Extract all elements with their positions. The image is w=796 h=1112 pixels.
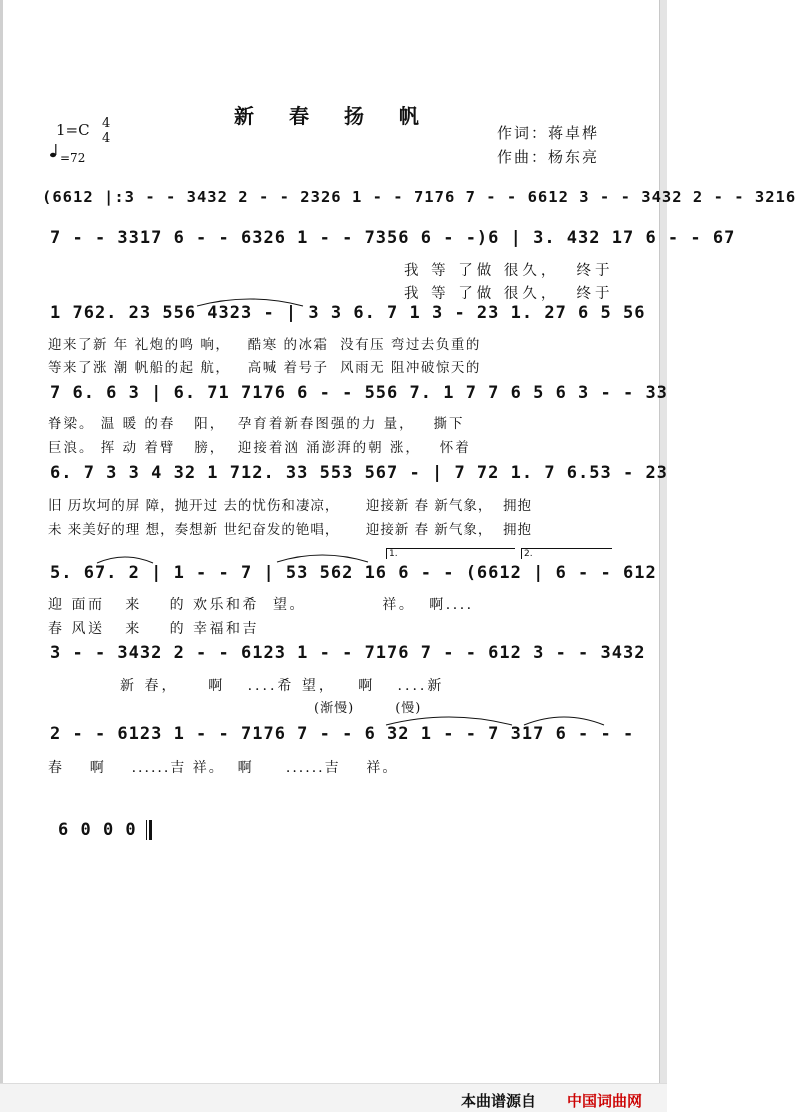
lyric-line-1b: 我 等 了做 很久， 终于 [404,286,614,302]
lyric-line-2a: 迎来了新 年 礼炮的鸣 响， 酷寒 的冰霜 没有压 弯过去负重的 [48,337,481,353]
final-barline [146,820,152,840]
notation-line-5: 6. 7 3 3 4 32 1 712. 33 553 567 - | 7 72 1. 7 6.53 - 23 [50,463,668,483]
slur-tie [195,296,305,308]
time-signature-bottom: 4 [102,131,111,146]
song-title: 新 春 扬 帆 [234,104,433,128]
notation-line-7: 3 - - 3432 2 - - 6123 1 - - 7176 7 - - 612 3 - - 3432 [50,643,646,663]
notation-line-9: 6 0 0 0 [58,820,137,840]
volta-first-number: 1. [389,549,398,559]
page-left-border [0,0,3,1112]
notation-line-1: (6612 |:3 - - 3432 2 - - 2326 1 - - 7176 7 - - 6612 3 - - 3432 2 - - 3216 [42,188,796,206]
time-signature-top: 4 [102,116,111,131]
lyric-line-5a: 迎 面而 来 的 欢乐和希 望。 祥。 啊.... [48,597,474,613]
lyric-line-2b: 等来了涨 潮 帆船的起 航， 高喊 着号子 风雨无 阻冲破惊天的 [48,360,481,376]
source-site-link[interactable]: 中国词曲网 [567,1092,643,1110]
lyric-line-4a: 旧 历坎坷的屏 障，抛开过 去的忧伤和凄凉， 迎接新 春 新气象， 拥抱 [48,498,532,514]
notation-line-4: 7 6. 6 3 | 6. 71 7176 6 - - 556 7. 1 7 7 6 5 6 3 - - 33 [50,383,668,403]
notation-line-6: 5. 67. 2 | 1 - - 7 | 53 562 16 6 - - (6612 | 6 - - 612 [50,563,657,583]
tempo-marking: =72 [60,151,86,165]
notation-line-3: 1 762. 23 556 4323 - | 3 3 6. 7 1 3 - 23 1. 27 6 5 56 [50,303,646,323]
lyric-line-3a: 脊梁。 温 暖 的春 阳， 孕育着新春图强的力 量， 撕下 [48,416,465,432]
slur-tie [95,553,155,565]
lyric-line-6: 新 春， 啊 ....希 望， 啊 ....新 [120,678,445,694]
lyric-line-4b: 未 来美好的理 想，奏想新 世纪奋发的铯唱， 迎接新 春 新气象， 拥抱 [48,522,532,538]
lyric-line-1a: 我 等 了做 很久， 终于 [404,263,614,279]
slur-tie [522,713,606,727]
composer-credit: 作曲：杨东亮 [497,148,600,166]
lyricist-credit: 作词：蒋卓桦 [497,124,600,142]
page-right-border [659,0,667,1112]
source-label: 本曲谱源自 [461,1092,537,1110]
key-signature: 1=C [56,121,90,139]
tempo-directions: (渐慢) (慢) [314,701,422,716]
lyric-line-3b: 巨浪。 挥 动 着臂 膀， 迎接着汹 涌澎湃的朝 涨， 怀着 [48,440,471,456]
volta-second-ending [521,548,612,559]
volta-second-number: 2. [524,549,533,559]
lyric-line-5b: 春 风送 来 的 幸福和吉 [48,621,260,637]
notation-line-2: 7 - - 3317 6 - - 6326 1 - - 7356 6 - -)6 | 3. 432 17 6 - - 67 [50,228,736,248]
slur-tie [384,713,514,727]
slur-tie [275,552,370,564]
notation-line-8: 2 - - 6123 1 - - 7176 7 - - 6 32 1 - - 7 317 6 - - - [50,724,635,744]
lyric-line-7: 春 啊 ......吉 祥。 啊 ......吉 祥。 [48,760,399,776]
volta-first-ending [386,548,515,559]
quarter-note-icon [50,144,58,158]
